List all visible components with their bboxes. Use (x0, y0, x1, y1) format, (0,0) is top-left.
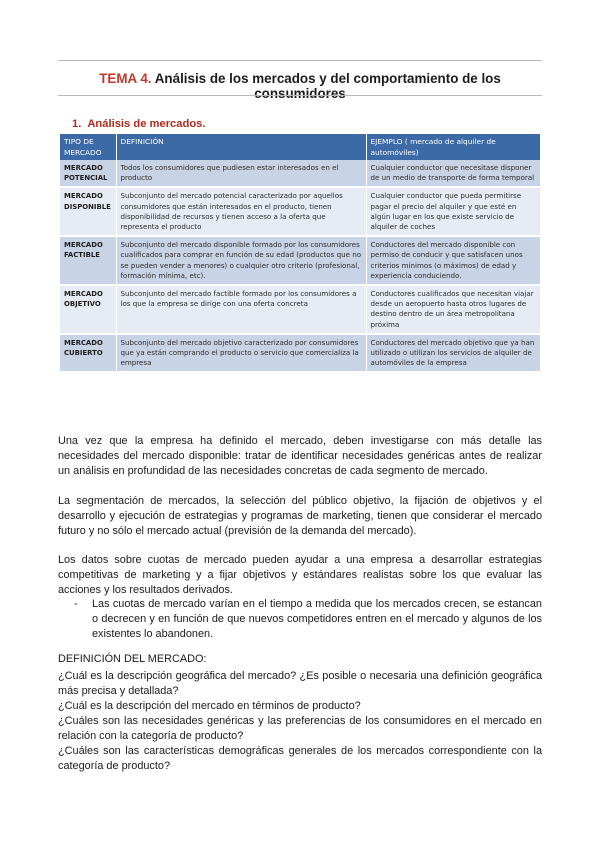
cell-definition: Subconjunto del mercado objetivo caracterizado por consumidores que ya están comprando el producto o servicio que comercializa la empresa (116, 334, 366, 373)
cell-type: MERCADO DISPONIBLE (60, 187, 116, 236)
table-header-definition: DEFINICIÓN (116, 134, 366, 160)
title-text: Análisis de los mercados y del comportamiento de los consumidores (154, 71, 501, 101)
table-row (60, 285, 540, 334)
cell-type: MERCADO FACTIBLE (60, 236, 116, 285)
definition-heading: DEFINICIÓN DEL MERCADO: (58, 653, 207, 665)
paragraph-segmentation: La segmentación de mercados, la selección del público objetivo, la fijación de objetivos y el desarrollo y ejecución de estrategias y programas de marketing, tienen que considerar el mercado futuro y no sólo el mercado actual (previsión de la demanda del mercado). (58, 495, 542, 538)
cell-example: Conductores del mercado disponible con permiso de conducir y que satisfacen unos criterios mínimos (o máximos) de edad y experiencia conduciendo. (366, 236, 540, 285)
table-header-type: TIPO DE MERCADO (60, 134, 116, 160)
question-product: ¿Cuál es la descripción del mercado en términos de producto? (58, 700, 361, 712)
cell-type: MERCADO POTENCIAL (60, 160, 116, 187)
bullet-text: Las cuotas de mercado varían en el tiempo a medida que los mercados crecen, se estancan o decrecen y en función de que nuevos competidores entren en el mercado y algunos de los existentes lo abandonen. (92, 598, 542, 641)
cell-type: MERCADO CUBIERTO (60, 334, 116, 373)
page-title (58, 71, 542, 101)
table-header-row (60, 134, 540, 160)
cell-example: Conductores del mercado objetivo que ya han utilizado o utilizan los servicios de alquiler de automóviles de la empresa (366, 334, 540, 373)
cell-definition: Subconjunto del mercado disponible formado por los consumidores cualificados para comprar en función de su edad (productos que no se pueden vender a menores) o cualquier otro criterio (profesional, formación mínima, etc). (116, 236, 366, 285)
table-header-example: EJEMPLO ( mercado de alquiler de automóviles) (366, 134, 540, 160)
top-rule (58, 60, 542, 61)
section-number: 1. (72, 118, 82, 130)
cell-example: Cualquier conductor que necesitase disponer de un medio de transporte de forma temporal (366, 160, 540, 187)
section-heading (72, 118, 206, 130)
cell-definition: Subconjunto del mercado factible formado por los consumidores a los que la empresa se dirige con una oferta concreta (116, 285, 366, 334)
bullet-item (74, 597, 542, 643)
table-row (60, 187, 540, 236)
paragraph-needs: Una vez que la empresa ha definido el mercado, deben investigarse con más detalle las necesidades del mercado disponible: tratar de identificar necesidades genéricas antes de realizar un análisis en profundidad de las necesidades concretas de cada segmento de mercado. (58, 435, 542, 478)
cell-example: Cualquier conductor que pueda permitirse pagar el precio del alquiler y que esté en algún lugar en los que existe servicio de alquiler de coches (366, 187, 540, 236)
title-label: TEMA 4. (99, 71, 152, 86)
table-row (60, 236, 540, 285)
bullet-marker: - (74, 598, 78, 610)
paragraph-market-share: Los datos sobre cuotas de mercado pueden ayudar a una empresa a desarrollar estrategias competitivas de marketing y a fijar objetivos y estándares realistas sobre los que evaluar las acciones y los resultados derivados. (58, 554, 542, 597)
table-row (60, 334, 540, 373)
question-needs: ¿Cuáles son las necesidades genéricas y las preferencias de los consumidores en el mercado en relación con la categoría de producto? (58, 715, 542, 743)
market-types-table (60, 134, 541, 373)
bottom-rule (58, 95, 542, 96)
cell-example: Conductores cualificados que necesitan viajar desde un aeropuerto hasta otros lugares de destino dentro de un área metropolitana próxima (366, 285, 540, 334)
cell-definition: Subconjunto del mercado potencial caracterizado por aquellos consumidores que están interesados en el producto, tienen disponibilidad de recursos y tienen acceso a la oferta que representa el producto (116, 187, 366, 236)
table-row (60, 160, 540, 187)
cell-type: MERCADO OBJETIVO (60, 285, 116, 334)
question-demographics: ¿Cuáles son las características demográficas generales de los mercados correspondiente con la categoría de producto? (58, 745, 542, 773)
cell-definition: Todos los consumidores que pudiesen estar interesados en el producto (116, 160, 366, 187)
section-heading-text: Análisis de mercados. (87, 118, 206, 130)
question-geographic: ¿Cuál es la descripción geográfica del mercado? ¿Es posible o necesaria una definición geográfica más precisa y detallada? (58, 670, 542, 698)
